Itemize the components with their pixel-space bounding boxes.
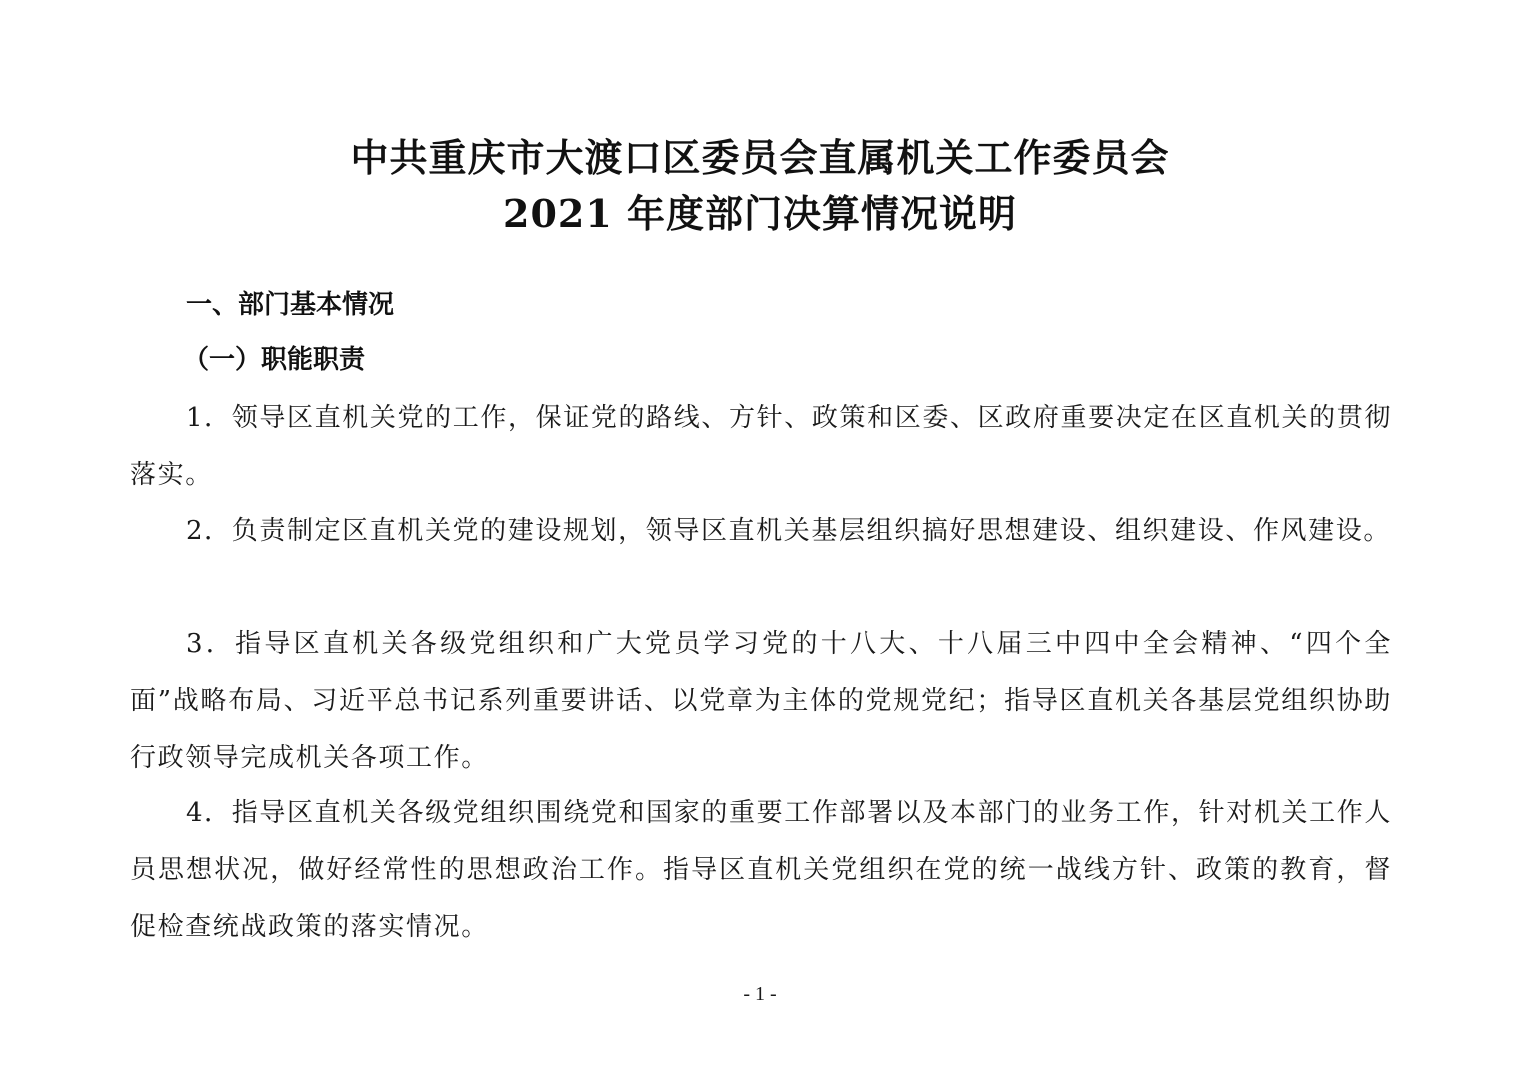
document-title-line1: 中共重庆市大渡口区委员会直属机关工作委员会 — [350, 135, 1170, 180]
duty-paragraph-4: 4．指导区直机关各级党组织围绕党和国家的重要工作部署以及本部门的业务工作，针对机关工作人员思想状况，做好经常性的思想政治工作。指导区直机关党组织在党的统一战线方针、政策的教育，督促检查统战政策的落实情况。 — [130, 798, 1392, 942]
document-title-line2: 2021 年度部门决算情况说明 — [503, 191, 1017, 236]
duty-paragraph-1: 1．领导区直机关党的工作，保证党的路线、方针、政策和区委、区政府重要决定在区直机关的贯彻落实。 — [130, 403, 1392, 490]
duty-paragraph-3: 3．指导区直机关各级党组织和广大党员学习党的十八大、十八届三中四中全会精神、“四个全面”战略布局、习近平总书记系列重要讲话、以党章为主体的党规党纪；指导区直机关各基层党组织协助行政领导完成机关各项工作。 — [130, 629, 1392, 773]
subsection-heading: （一）职能职责 — [183, 345, 366, 375]
duty-paragraph-2: 2．负责制定区直机关党的建设规划，领导区直机关基层组织搞好思想建设、组织建设、作风建设。 — [186, 516, 1391, 546]
section-heading: 一、部门基本情况 — [186, 290, 395, 320]
page-number: - 1 - — [743, 983, 777, 1005]
